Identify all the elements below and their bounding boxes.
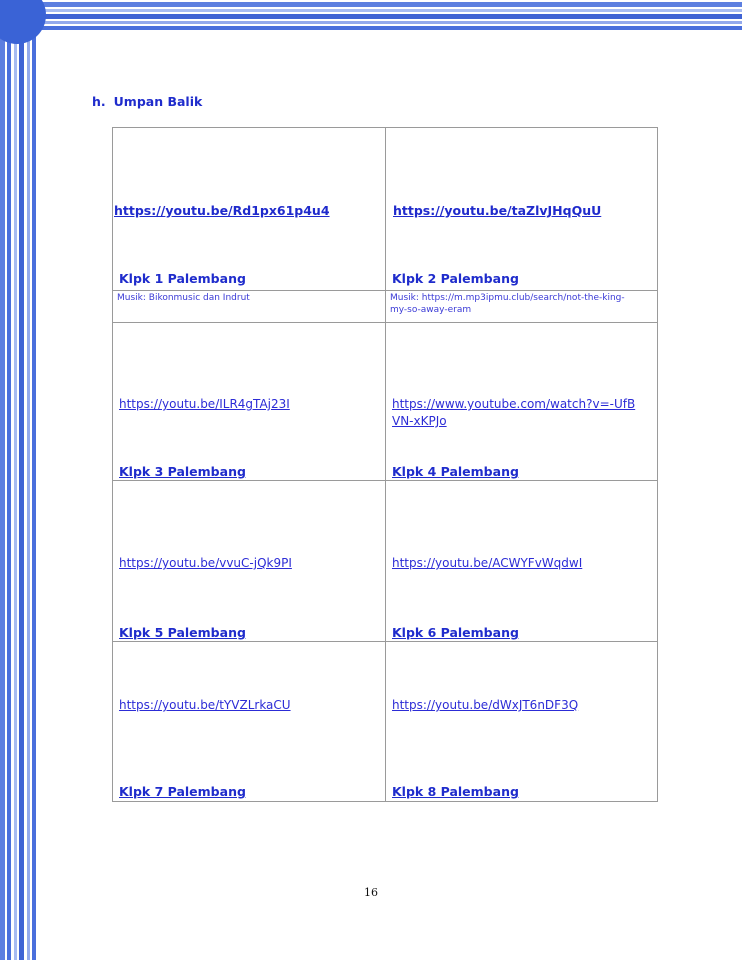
group-label: Klpk 8 Palembang — [392, 784, 519, 799]
table-cell — [113, 323, 385, 480]
table-row — [113, 323, 657, 481]
frame-line-top-5 — [0, 26, 742, 30]
group-label: Klpk 6 Palembang — [392, 625, 519, 640]
video-link[interactable]: https://www.youtube.com/watch?v=-UfBVN-xKPJo — [392, 397, 636, 428]
table-cell — [385, 642, 657, 801]
music-source-text: Musik: Bikonmusic dan Indrut — [117, 293, 250, 303]
table-row — [113, 128, 657, 291]
frame-line-top-1 — [0, 2, 742, 7]
frame-line-top-3 — [0, 14, 742, 19]
video-link[interactable]: https://youtu.be/dWxJT6nDF3Q — [392, 698, 579, 712]
video-link[interactable]: https://youtu.be/ILR4gTAj23I — [119, 397, 290, 411]
table-row — [113, 291, 657, 323]
video-link[interactable]: https://youtu.be/taZlvJHqQuU — [393, 203, 602, 218]
page-number: 16 — [364, 886, 378, 899]
frame-line-left-4 — [19, 0, 24, 960]
group-label: Klpk 1 Palembang — [119, 271, 246, 286]
video-link[interactable]: https://youtu.be/ACWYFvWqdwI — [392, 556, 583, 570]
video-link[interactable]: https://youtu.be/tYVZLrkaCU — [119, 698, 291, 712]
section-heading — [92, 94, 202, 109]
frame-line-left-5 — [27, 0, 30, 960]
video-link-table — [112, 127, 658, 802]
table-cell — [113, 128, 385, 290]
table-cell — [113, 291, 385, 322]
section-number: h. — [92, 94, 106, 109]
group-label: Klpk 4 Palembang — [392, 464, 519, 479]
frame-line-top-2 — [0, 9, 742, 12]
corner-circle-ornament — [0, 0, 46, 44]
group-label: Klpk 2 Palembang — [392, 271, 519, 286]
group-label: Klpk 7 Palembang — [119, 784, 246, 799]
table-cell — [113, 481, 385, 641]
table-cell — [385, 291, 657, 322]
section-title: Umpan Balik — [113, 94, 203, 109]
table-cell — [385, 128, 657, 290]
music-source-text: Musik: https://m.mp3ipmu.club/search/not-the-king-my-so-away-eram — [390, 293, 625, 315]
frame-line-left-6 — [32, 0, 36, 960]
frame-line-left-3 — [14, 0, 17, 960]
table-cell — [113, 642, 385, 801]
group-label: Klpk 3 Palembang — [119, 464, 246, 479]
table-row — [113, 481, 657, 642]
table-cell — [385, 481, 657, 641]
table-cell — [385, 323, 657, 480]
table-row — [113, 642, 657, 802]
group-label: Klpk 5 Palembang — [119, 625, 246, 640]
frame-line-top-4 — [0, 21, 742, 24]
video-link[interactable]: https://youtu.be/vvuC-jQk9PI — [119, 556, 292, 570]
frame-line-left-2 — [7, 0, 11, 960]
video-link[interactable]: https://youtu.be/Rd1px61p4u4 — [114, 203, 330, 218]
frame-line-left-1 — [0, 0, 5, 960]
